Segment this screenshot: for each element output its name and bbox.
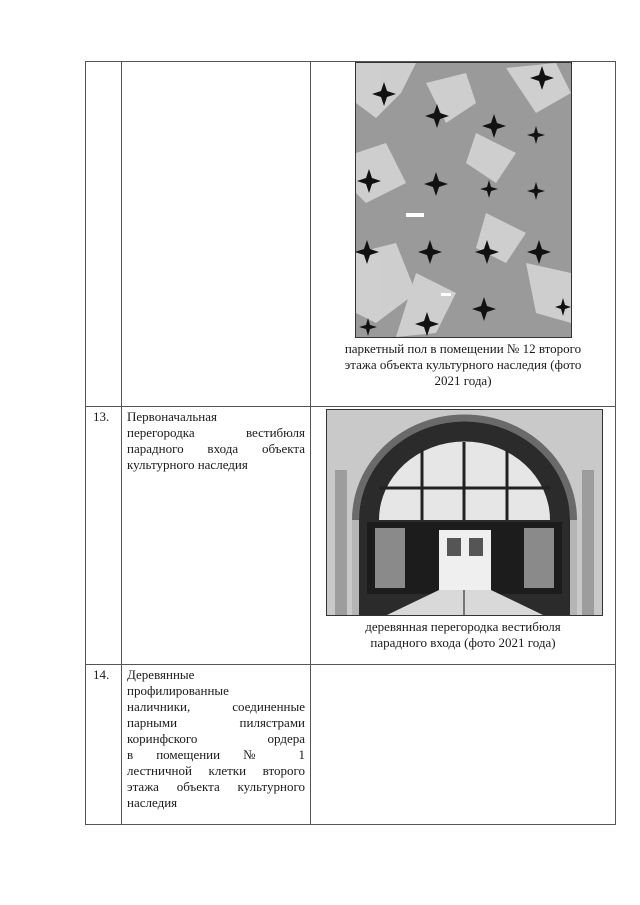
caption-line: этажа объекта культурного наследия (фото [344,357,582,372]
table-border-col1 [121,61,122,825]
description-line: Первоначальная [127,409,217,424]
description-line: наследия [127,795,178,810]
item-description [127,667,305,811]
description-line: коринфского ордера [127,731,305,746]
photo-caption-row2 [311,619,615,651]
vestibule-partition-image [327,410,602,615]
description-line: культурного наследия [127,457,248,472]
caption-line: паркетный пол в помещении № 12 второго [344,341,582,356]
description-line: перегородка вестибюля [127,425,305,440]
table-border-bottom [85,824,616,825]
description-line: парадного входа объекта [127,441,305,456]
caption-line: 2021 года) [434,373,492,388]
table-border-right [615,61,616,825]
description-line: парными пилястрами [127,715,305,730]
table-border-col2 [310,61,311,825]
table-border-left [85,61,86,825]
parquet-floor-image [356,63,571,337]
table-row-divider-2 [85,664,616,665]
caption-line: парадного входа (фото 2021 года) [370,635,556,650]
description-line: этажа объекта культурного [127,779,305,794]
description-line: наличники, соединенные [127,699,305,714]
item-number: 13. [93,409,110,424]
photo-caption-row1 [311,341,615,389]
vestibule-partition-photo [326,409,603,616]
heritage-items-table [85,61,616,825]
item-description [127,409,305,473]
description-line: Деревянные [127,667,195,682]
description-line: в помещении № 1 [127,747,305,762]
item-number: 14. [93,667,110,682]
table-row-divider-1 [85,406,616,407]
caption-line: деревянная перегородка вестибюля [365,619,561,634]
description-line: лестничной клетки второго [127,763,305,778]
description-line: профилированные [127,683,229,698]
parquet-floor-photo [355,62,572,338]
